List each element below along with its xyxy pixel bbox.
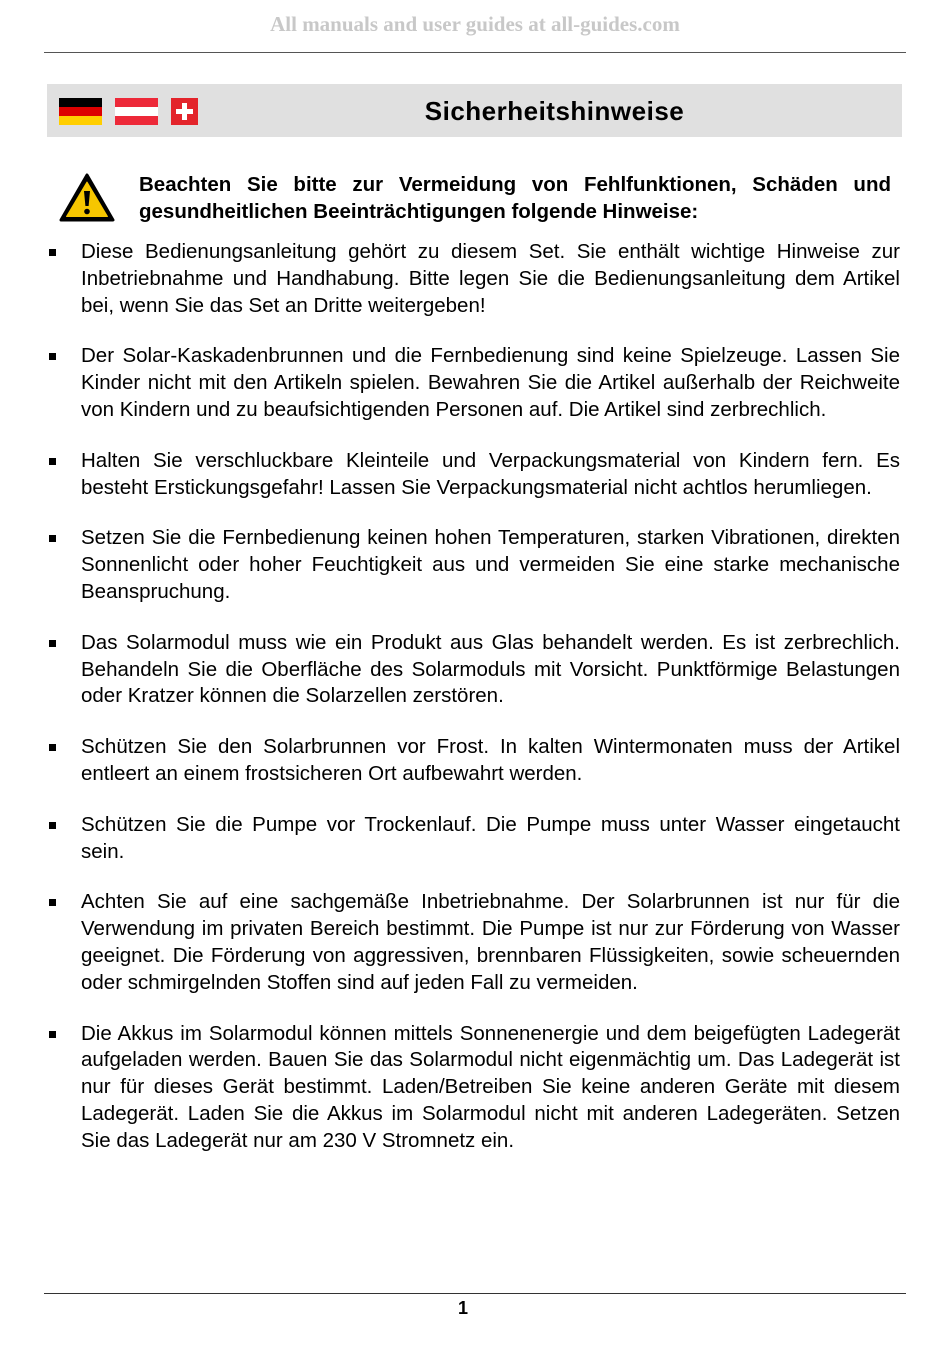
flag-germany-icon (59, 98, 102, 125)
note-text: Das Solarmodul muss wie ein Produkt aus Glas behandelt werden. Es ist zerbrechlich. Behandeln Sie die Oberfläche des Solarmoduls mit Vorsicht. Punktförmige Belastungen oder Kratzer können die Solarzellen zerstören. (81, 630, 900, 708)
bottom-divider (44, 1293, 906, 1294)
list-item (0, 448, 950, 502)
bullet-icon (49, 640, 56, 647)
bullet-icon (49, 822, 56, 829)
bullet-icon (49, 744, 56, 751)
top-divider (44, 52, 906, 53)
safety-notes-list (0, 239, 950, 1179)
bullet-icon (49, 458, 56, 465)
note-text: Setzen Sie die Fernbedienung keinen hohen Temperaturen, starken Vibrationen, direkten Sonnenlicht oder hoher Feuchtigkeit aus und vermeiden Sie eine starke mechanische Beanspruchung. (81, 526, 900, 603)
flag-switzerland-icon (171, 98, 198, 125)
flag-austria-icon (115, 98, 158, 125)
note-text: Die Akkus im Solarmodul können mittels Sonnenenergie und dem beigefügten Ladegerät aufgeladen werden. Bauen Sie das Solarmodul nicht eigenmächtig um. Das Ladegerät ist nur für dieses Gerät bestimmt. Laden/Betreiben Sie keine anderen Geräte mit diesem Ladegerät. Laden Sie die Akkus im Solarmodul nicht mit anderen Ladegeräten. Setzen Sie das Ladegerät nur am 230 V Stromnetz ein. (81, 1021, 900, 1152)
bullet-icon (49, 249, 56, 256)
note-text: Schützen Sie den Solarbrunnen vor Frost. In kalten Wintermonaten muss der Artikel entleert an einem frostsicheren Ort aufbewahrt werden. (81, 735, 900, 785)
page-title: Sicherheitshinweise (424, 96, 685, 126)
language-flags (59, 98, 198, 125)
section-header (47, 84, 902, 137)
page-number: 1 (457, 1298, 468, 1318)
note-text: Achten Sie auf eine sachgemäße Inbetriebnahme. Der Solarbrunnen ist nur für die Verwendung im privaten Bereich bestimmt. Die Pumpe ist nur zur Förderung von Wasser geeignet. Die Förderung von aggressiven, brennbaren Flüssigkeiten, sowie scheuernden oder schmirgelnden Stoffen sind auf jeden Fall zu vermeiden. (81, 890, 900, 994)
note-text: Der Solar-Kaskadenbrunnen und die Fernbedienung sind keine Spielzeuge. Lassen Sie Kinder nicht mit den Artikeln spielen. Bewahren Sie die Artikel außerhalb der Reichweite von Kindern und zu beaufsichtigenden Personen auf. Die Artikel sind zerbrechlich. (81, 344, 900, 421)
warning-triangle-icon (58, 172, 116, 224)
bullet-icon (49, 899, 56, 906)
bullet-icon (49, 535, 56, 542)
list-item (0, 525, 950, 605)
list-item (0, 343, 950, 423)
note-text: Halten Sie verschluckbare Kleinteile und Verpackungsmaterial von Kindern fern. Es besteht Erstickungsgefahr! Lassen Sie Verpackungsmaterial nicht achtlos herumliegen. (81, 448, 900, 499)
bullet-icon (49, 1031, 56, 1038)
list-item (0, 239, 950, 319)
note-text: Diese Bedienungsanleitung gehört zu diesem Set. Sie enthält wichtige Hinweise zur Inbetriebnahme und Handhabung. Bitte legen Sie die Bedienungsanleitung dem Artikel bei, wenn Sie das Set an Dritte weitergeben! (81, 240, 900, 317)
list-item (0, 889, 950, 996)
list-item (0, 734, 950, 788)
list-item (0, 1021, 950, 1155)
bullet-icon (49, 353, 56, 360)
warning-intro-text: Beachten Sie bitte zur Vermeidung von Fehlfunktionen, Schäden und gesundheitlichen Beeinträchtigungen folgende Hinweise: (139, 173, 891, 223)
note-text: Schützen Sie die Pumpe vor Trockenlauf. Die Pumpe muss unter Wasser eingetaucht sein. (81, 812, 900, 863)
watermark: All manuals and user guides at all-guides.com (270, 12, 680, 36)
list-item (0, 812, 950, 866)
list-item (0, 630, 950, 710)
